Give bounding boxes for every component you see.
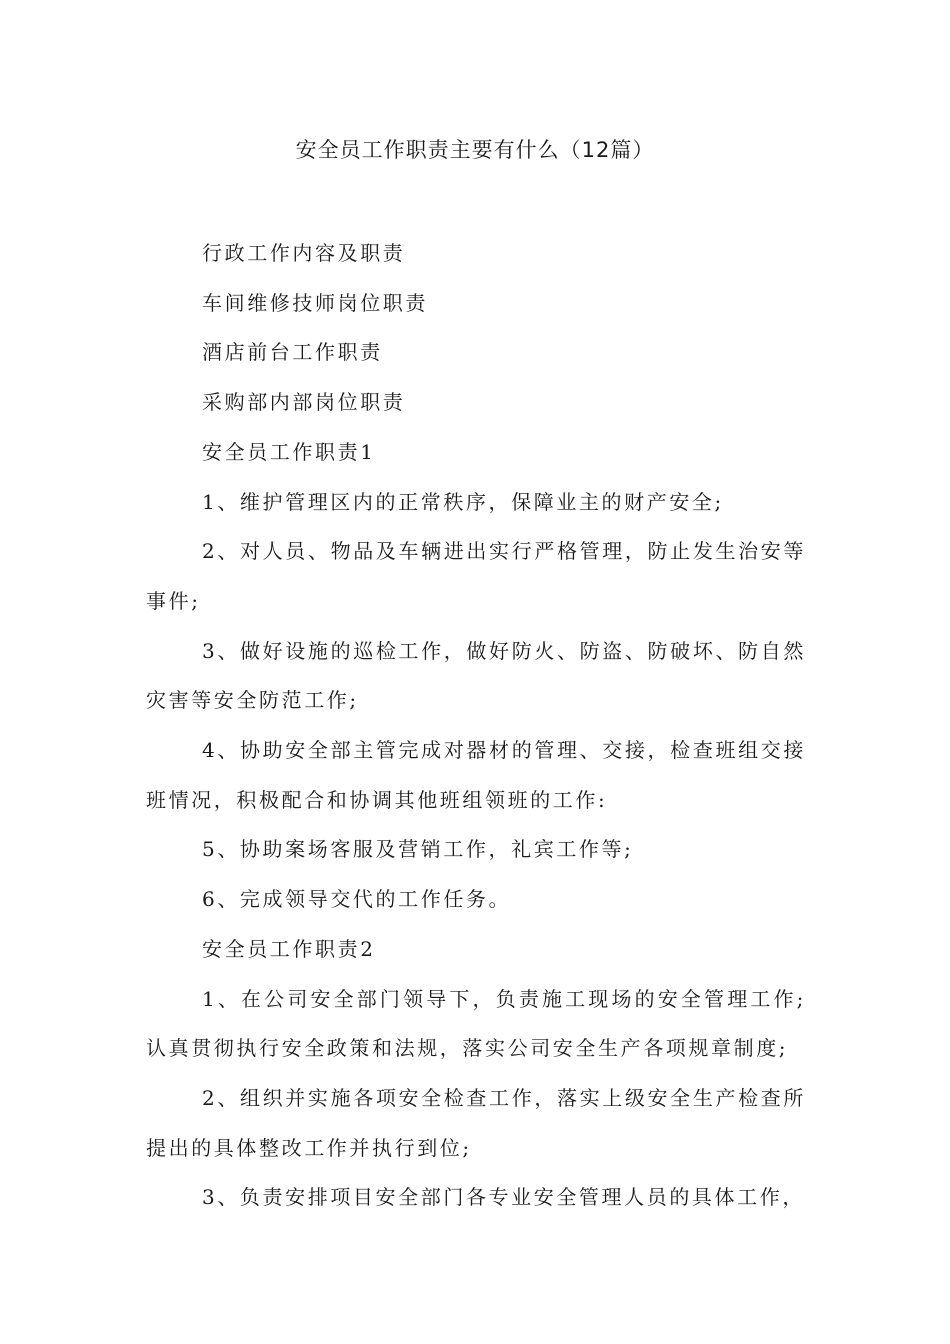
paragraph: 1、在公司安全部门领导下，负责施工现场的安全管理工作;认真贯彻执行安全政策和法规，落实公司安全生产各项规章制度; (146, 986, 806, 1061)
paragraph: 2、组织并实施各项安全检查工作，落实上级安全生产检查所提出的具体整改工作并执行到位; (146, 1085, 806, 1160)
section-heading: 安全员工作职责1 (202, 439, 376, 464)
paragraph: 3、做好设施的巡检工作，做好防火、防盗、防破坏、防自然灾害等安全防范工作; (146, 638, 806, 713)
paragraph: 2、对人员、物品及车辆进出实行严格管理，防止发生治安等事件; (146, 539, 806, 613)
paragraph: 酒店前台工作职责 (202, 340, 383, 365)
paragraph: 采购部内部岗位职责 (202, 390, 406, 415)
paragraph: 5、协助案场客服及营销工作，礼宾工作等; (202, 837, 634, 862)
paragraph: 3、负责安排项目安全部门各专业安全管理人员的具体工作， (202, 1185, 805, 1210)
paragraph: 6、完成领导交代的工作任务。 (202, 887, 512, 912)
document-title: 安全员工作职责主要有什么（12篇） (295, 138, 655, 162)
paragraph: 车间维修技师岗位职责 (202, 290, 428, 315)
section-heading: 安全员工作职责2 (202, 936, 376, 961)
paragraph: 行政工作内容及职责 (202, 241, 406, 265)
paragraph: 1、维护管理区内的正常秩序，保障业主的财产安全; (202, 489, 724, 514)
paragraph: 4、协助安全部主管完成对器材的管理、交接，检查班组交接班情况，积极配合和协调其他班组领班的工作: (146, 738, 806, 812)
document-body (146, 229, 806, 1223)
